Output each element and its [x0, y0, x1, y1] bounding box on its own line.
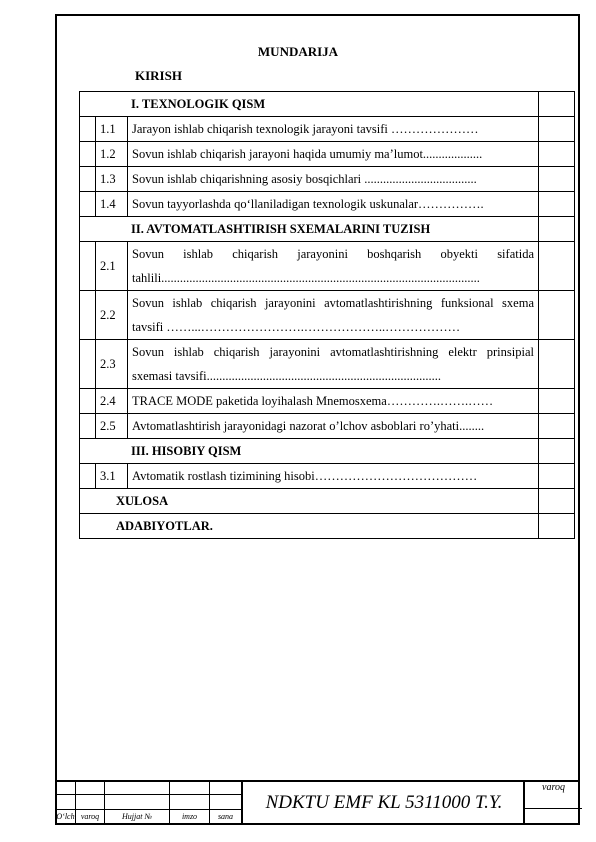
toc-item-row [80, 464, 575, 489]
page-cell [539, 439, 575, 464]
item-number: 3.1 [96, 464, 128, 489]
item-title: Sovun ishlab chiqarish jarayonini boshqarish obyekti sifatida tahlili...................................................................................................... [128, 242, 539, 291]
indent-cell [80, 414, 96, 439]
indent-cell [80, 291, 96, 340]
stamp-label: sana [210, 809, 242, 824]
toc-item-row [80, 117, 575, 142]
page-cell [539, 291, 575, 340]
toc-item-row [80, 414, 575, 439]
page-cell [539, 414, 575, 439]
indent-cell [80, 464, 96, 489]
indent-cell [80, 192, 96, 217]
end-row [80, 514, 575, 539]
toc-item-row [80, 242, 575, 291]
item-title: Jarayon ishlab chiqarish texnologik jarayoni tavsifi ………………… [128, 117, 539, 142]
page-cell [539, 464, 575, 489]
toc-item-row [80, 340, 575, 389]
stamp-label: imzo [170, 809, 210, 824]
section-heading: II. AVTOMATLASHTIRISH SXEMALARINI TUZISH [80, 217, 539, 242]
indent-cell [80, 242, 96, 291]
sheet-number-box [523, 780, 582, 825]
indent-cell [80, 142, 96, 167]
stamp-grid [55, 780, 242, 825]
page-cell [539, 167, 575, 192]
stamp-label: O‘lch [56, 809, 76, 824]
toc-item-row [80, 142, 575, 167]
table-of-contents [79, 91, 575, 539]
indent-cell [80, 340, 96, 389]
page-cell [539, 242, 575, 291]
item-number: 1.1 [96, 117, 128, 142]
sheet-divider [525, 808, 582, 809]
page-cell [539, 389, 575, 414]
item-number: 2.5 [96, 414, 128, 439]
item-title: Sovun ishlab chiqarish jarayonini avtomatlashtirishning elektr prinsipial sxemasi tavsifi........................................................................... [128, 340, 539, 389]
page-cell [539, 340, 575, 389]
document-code: NDKTU EMF KL 5311000 T.Y. [241, 780, 525, 825]
toc-item-row [80, 167, 575, 192]
title-block-stamp [55, 780, 580, 825]
item-number: 2.1 [96, 242, 128, 291]
item-number: 1.4 [96, 192, 128, 217]
toc-item-row [80, 192, 575, 217]
item-number: 1.2 [96, 142, 128, 167]
stamp-label: Hujjat № [105, 809, 170, 824]
item-title: TRACE MODE paketida loyihalash Mnemosxema………….…….…… [128, 389, 539, 414]
page-cell [539, 142, 575, 167]
toc-item-row [80, 291, 575, 340]
item-title: Sovun ishlab chiqarish jarayonini avtomatlashtirishning funksional sxema tavsifi ……...…………………….………………..……………… [128, 291, 539, 340]
item-number: 2.2 [96, 291, 128, 340]
page-cell [539, 489, 575, 514]
stamp-label: varoq [76, 809, 105, 824]
item-title: Avtomatik rostlash tizimining hisobi………………………………… [128, 464, 539, 489]
page-cell [539, 217, 575, 242]
section-row [80, 439, 575, 464]
item-number: 1.3 [96, 167, 128, 192]
item-title: Sovun tayyorlashda qo‘llaniladigan texnologik uskunalar……………. [128, 192, 539, 217]
page-cell [539, 192, 575, 217]
adabiyotlar-heading: ADABIYOTLAR. [80, 514, 539, 539]
page-title: MUNDARIJA [257, 44, 339, 59]
section-row [80, 217, 575, 242]
section-row [80, 92, 575, 117]
toc-item-row [80, 389, 575, 414]
item-title: Avtomatlashtirish jarayonidagi nazorat o’lchov asboblari ro’yhati........ [128, 414, 539, 439]
section-heading: III. HISOBIY QISM [80, 439, 539, 464]
indent-cell [80, 117, 96, 142]
indent-cell [80, 389, 96, 414]
item-number: 2.3 [96, 340, 128, 389]
end-row [80, 489, 575, 514]
sheet-label: varoq [542, 782, 565, 793]
kirish-heading: KIRISH [135, 68, 182, 83]
item-title: Sovun ishlab chiqarishning asosiy bosqichlari .................................... [128, 167, 539, 192]
indent-cell [80, 167, 96, 192]
item-number: 2.4 [96, 389, 128, 414]
page-cell [539, 92, 575, 117]
page-cell [539, 117, 575, 142]
item-title: Sovun ishlab chiqarish jarayoni haqida umumiy ma’lumot................... [128, 142, 539, 167]
xulosa-heading: XULOSA [80, 489, 539, 514]
section-heading: I. TEXNOLOGIK QISM [80, 92, 539, 117]
page-cell [539, 514, 575, 539]
